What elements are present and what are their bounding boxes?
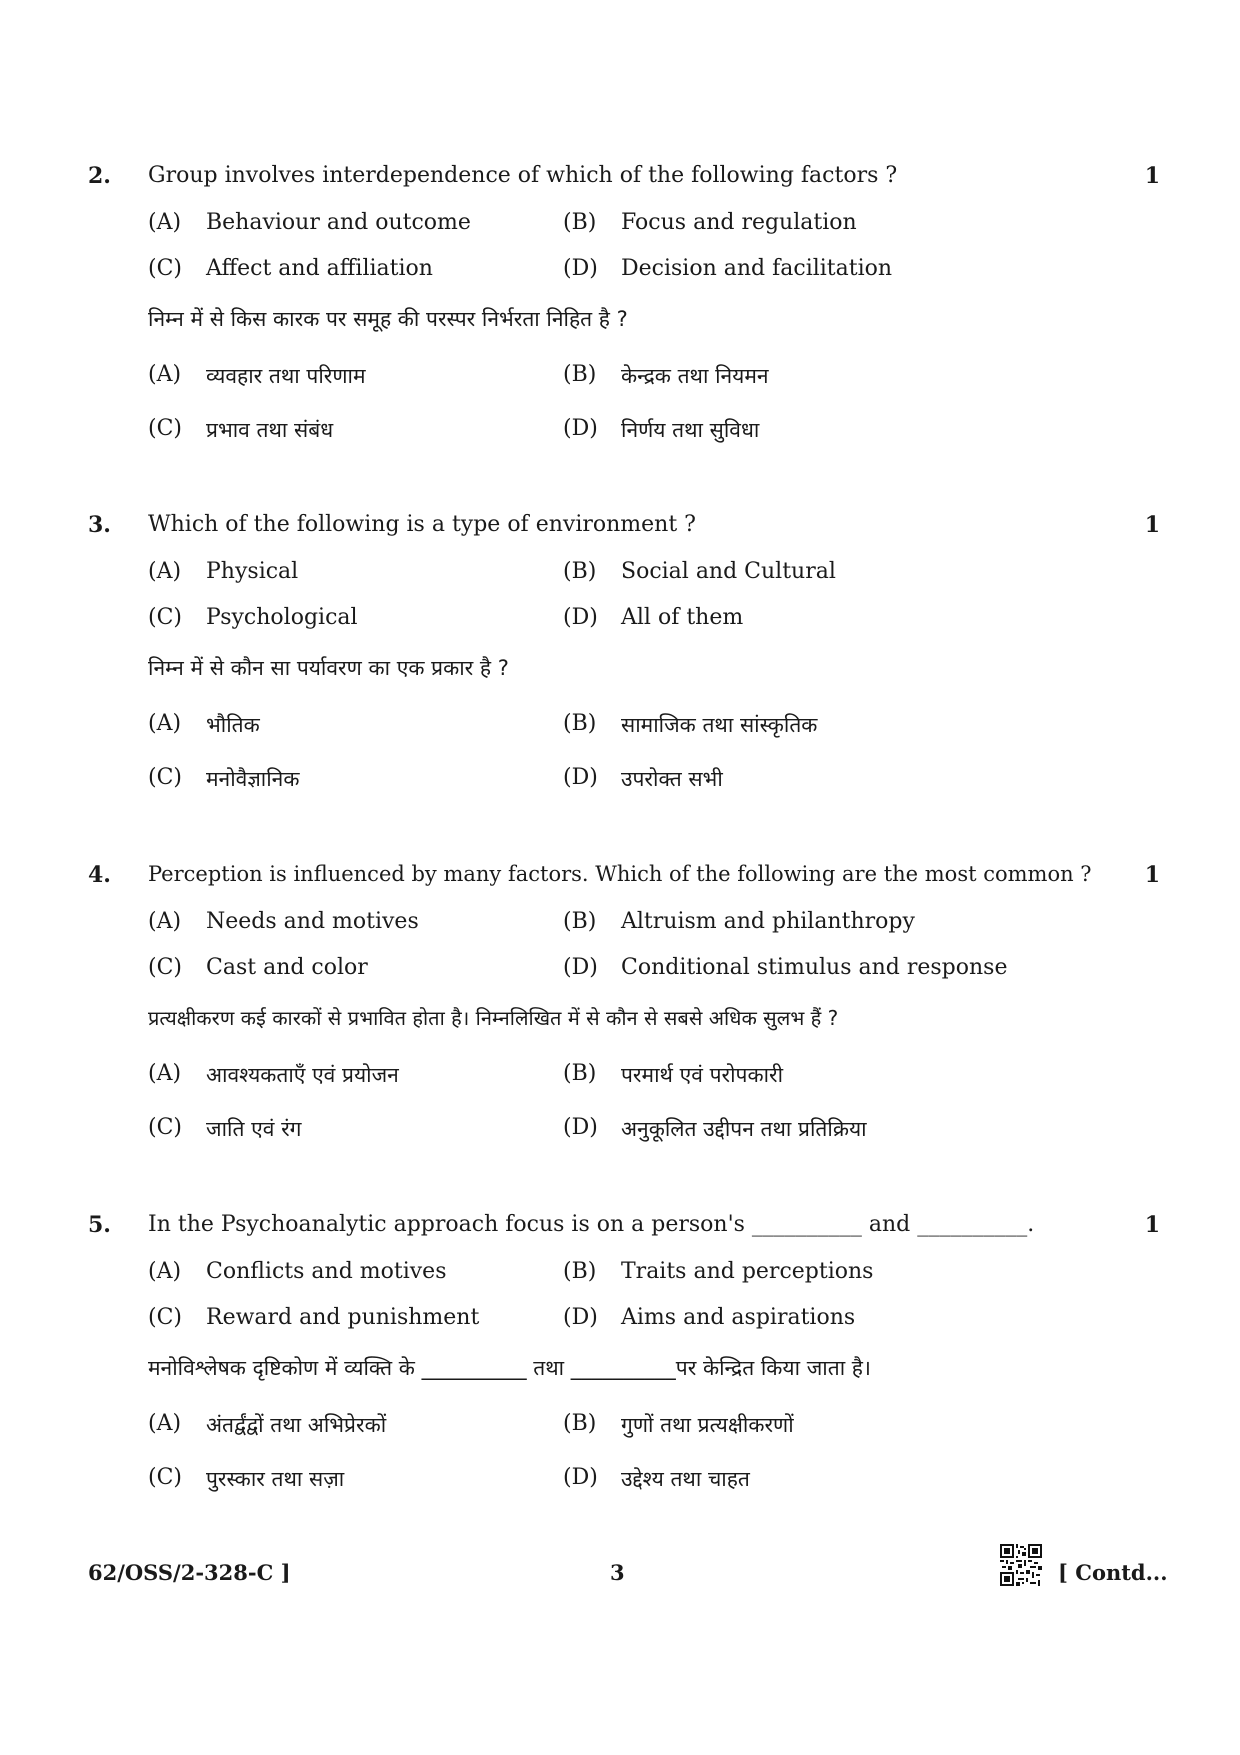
option-letter: (D) bbox=[563, 765, 598, 790]
option-text: Conflicts and motives bbox=[206, 1259, 447, 1284]
option-letter: (A) bbox=[148, 1061, 182, 1086]
option-letter: (A) bbox=[148, 362, 182, 387]
option-text: Altruism and philanthropy bbox=[621, 909, 915, 934]
option-letter: (D) bbox=[563, 605, 598, 630]
question-number: 5. bbox=[88, 1212, 111, 1238]
option-letter: (D) bbox=[563, 1115, 598, 1140]
option-letter: (B) bbox=[563, 909, 597, 934]
option-letter: (A) bbox=[148, 559, 182, 584]
question-text-hindi: प्रत्यक्षीकरण कई कारकों से प्रभावित होता है। निम्नलिखित में से कौन से सबसे अधिक सुलभ हैं ? bbox=[148, 1006, 839, 1030]
option-letter: (C) bbox=[148, 765, 182, 790]
option-letter: (C) bbox=[148, 605, 182, 630]
option-letter: (D) bbox=[563, 955, 598, 980]
question-line bbox=[0, 862, 1240, 892]
option-text: परमार्थ एवं परोपकारी bbox=[621, 1063, 784, 1087]
option-letter: (C) bbox=[148, 1115, 182, 1140]
question-number: 2. bbox=[88, 163, 111, 189]
page-number: 3 bbox=[610, 1560, 625, 1585]
option-letter: (B) bbox=[563, 362, 597, 387]
option-letter: (A) bbox=[148, 210, 182, 235]
question-marks: 1 bbox=[1144, 512, 1160, 538]
option-letter: (C) bbox=[148, 1305, 182, 1330]
option-text: व्यवहार तथा परिणाम bbox=[206, 364, 366, 388]
option-text: Traits and perceptions bbox=[621, 1259, 874, 1284]
option-text: Needs and motives bbox=[206, 909, 419, 934]
option-text: Focus and regulation bbox=[621, 210, 857, 235]
option-letter: (A) bbox=[148, 711, 182, 736]
option-text: Affect and affiliation bbox=[206, 256, 433, 281]
option-text: Conditional stimulus and response bbox=[621, 955, 1008, 980]
option-letter: (C) bbox=[148, 256, 182, 281]
option-text: जाति एवं रंग bbox=[206, 1117, 302, 1141]
question-marks: 1 bbox=[1144, 163, 1160, 189]
option-letter: (A) bbox=[148, 1259, 182, 1284]
option-text: निर्णय तथा सुविधा bbox=[621, 418, 760, 442]
paper-code: 62/OSS/2-328-C ] bbox=[88, 1560, 291, 1585]
option-text: केन्द्रक तथा नियमन bbox=[621, 364, 769, 388]
option-text: मनोवैज्ञानिक bbox=[206, 767, 300, 791]
option-letter: (D) bbox=[563, 1305, 598, 1330]
question-text-hindi: निम्न में से कौन सा पर्यावरण का एक प्रकार है ? bbox=[148, 656, 509, 680]
question-text-hindi: निम्न में से किस कारक पर समूह की परस्पर निर्भरता निहित है ? bbox=[148, 307, 628, 331]
option-text: Decision and facilitation bbox=[621, 256, 893, 281]
question-marks: 1 bbox=[1144, 862, 1160, 888]
option-letter: (A) bbox=[148, 1411, 182, 1436]
continued-label: [ Contd... bbox=[1058, 1560, 1168, 1585]
question-text: Group involves interdependence of which of the following factors ? bbox=[148, 163, 898, 188]
question-line bbox=[0, 512, 1240, 542]
question-text: Perception is influenced by many factors. Which of the following are the most common ? bbox=[148, 862, 1092, 886]
option-letter: (A) bbox=[148, 909, 182, 934]
option-letter: (B) bbox=[563, 1411, 597, 1436]
option-text: Reward and punishment bbox=[206, 1305, 480, 1330]
question-line bbox=[0, 1212, 1240, 1242]
question-line bbox=[0, 163, 1240, 193]
option-letter: (D) bbox=[563, 1465, 598, 1490]
option-letter: (B) bbox=[563, 559, 597, 584]
option-text: Social and Cultural bbox=[621, 559, 836, 584]
option-text: गुणों तथा प्रत्यक्षीकरणों bbox=[621, 1413, 794, 1437]
option-text: पुरस्कार तथा सज़ा bbox=[206, 1467, 345, 1491]
option-letter: (B) bbox=[563, 1061, 597, 1086]
option-text: उद्देश्य तथा चाहत bbox=[621, 1467, 750, 1491]
option-letter: (B) bbox=[563, 711, 597, 736]
option-text: अनुकूलित उद्दीपन तथा प्रतिक्रिया bbox=[621, 1117, 867, 1141]
question-number: 4. bbox=[88, 862, 111, 888]
option-letter: (D) bbox=[563, 256, 598, 281]
option-text: Aims and aspirations bbox=[621, 1305, 856, 1330]
question-text: Which of the following is a type of environment ? bbox=[148, 512, 696, 537]
option-text: Behaviour and outcome bbox=[206, 210, 471, 235]
option-text: Cast and color bbox=[206, 955, 368, 980]
option-letter: (C) bbox=[148, 416, 182, 441]
option-text: अंतर्द्वंद्वों तथा अभिप्रेरकों bbox=[206, 1413, 387, 1437]
question-number: 3. bbox=[88, 512, 111, 538]
qr-code-icon bbox=[1000, 1544, 1042, 1586]
option-letter: (C) bbox=[148, 1465, 182, 1490]
option-letter: (D) bbox=[563, 416, 598, 441]
option-text: Physical bbox=[206, 559, 299, 584]
option-letter: (C) bbox=[148, 955, 182, 980]
question-text: In the Psychoanalytic approach focus is on a person's __________ and __________. bbox=[148, 1212, 1035, 1237]
option-text: भौतिक bbox=[206, 713, 260, 737]
option-text: All of them bbox=[621, 605, 744, 630]
question-marks: 1 bbox=[1144, 1212, 1160, 1238]
option-text: सामाजिक तथा सांस्कृतिक bbox=[621, 713, 818, 737]
option-text: उपरोक्त सभी bbox=[621, 767, 723, 791]
option-text: आवश्यकताएँ एवं प्रयोजन bbox=[206, 1063, 399, 1087]
question-text-hindi: मनोविश्लेषक दृष्टिकोण में व्यक्ति के __________ तथा __________पर केन्द्रित किया जाता है। bbox=[148, 1356, 871, 1380]
option-text: Psychological bbox=[206, 605, 358, 630]
option-letter: (B) bbox=[563, 1259, 597, 1284]
option-text: प्रभाव तथा संबंध bbox=[206, 418, 334, 442]
option-letter: (B) bbox=[563, 210, 597, 235]
